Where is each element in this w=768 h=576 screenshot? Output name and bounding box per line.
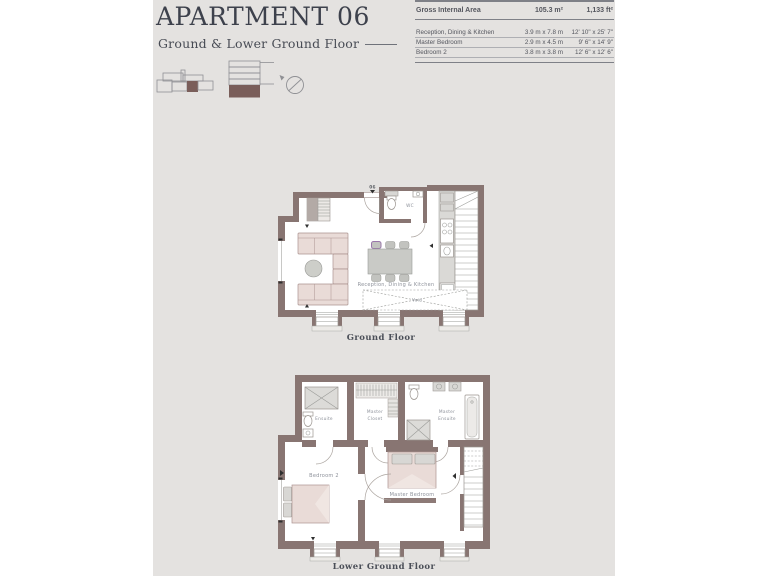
master-bedroom-label: Master Bedroom <box>389 492 435 498</box>
bay-window <box>375 549 404 561</box>
headboard <box>386 447 438 452</box>
void-area <box>363 290 467 310</box>
lower-ground-floor-caption: Lower Ground Floor <box>332 562 436 572</box>
ground-floor-caption: Ground Floor <box>346 333 416 343</box>
table-row <box>415 48 614 58</box>
area-table-bottom-rule <box>415 58 614 63</box>
wardrobe <box>307 198 330 221</box>
staircase <box>464 447 483 527</box>
cistern <box>385 191 398 196</box>
table-row <box>415 38 614 48</box>
highlighted-floor <box>229 92 260 98</box>
entry-number-label: 06 <box>369 185 376 191</box>
gross-area-metric: 105.3 m² <box>534 7 563 14</box>
brochure-page <box>153 0 615 576</box>
imperial-dimensions: 12' 6" x 12' 6" <box>574 49 613 56</box>
master-ensuite-label: Ensuite <box>438 417 456 422</box>
room-label: Reception, Dining & Kitchen <box>416 29 495 36</box>
dining-set <box>368 242 412 282</box>
area-table <box>415 0 614 63</box>
pillow <box>284 487 292 501</box>
lower-ground-floor-plan <box>276 371 492 563</box>
basin <box>449 382 461 391</box>
page-subtitle <box>158 36 397 51</box>
toilet <box>304 416 312 427</box>
bay-window <box>440 549 469 561</box>
metric-dimensions: 3.9 m x 7.8 m <box>524 29 563 36</box>
table-row <box>415 28 614 38</box>
room-label: Bedroom 2 <box>416 49 447 56</box>
north-arrow <box>280 75 285 81</box>
bedroom2-label: Bedroom 2 <box>309 473 339 479</box>
master-closet-label: Master <box>366 410 384 415</box>
gross-area-imperial: 1,133 ft² <box>586 7 613 14</box>
building-footprint-icon <box>155 69 217 95</box>
highlighted-floor <box>229 85 260 92</box>
imperial-dimensions: 9' 6" x 14' 9" <box>578 39 613 46</box>
bay-window <box>439 317 469 331</box>
master-closet-label: Closet <box>367 417 383 422</box>
imperial-dimensions: 12' 10" x 25' 7" <box>571 29 613 36</box>
wc-basin <box>413 191 423 197</box>
toilet <box>388 199 396 210</box>
gross-area-label: Gross Internal Area <box>416 7 481 14</box>
toilet <box>410 389 418 400</box>
void-label: Void <box>411 298 423 304</box>
coffee-table <box>305 260 322 277</box>
compass-north-icon <box>277 71 309 97</box>
room-label: Master Bedroom <box>416 39 463 46</box>
pillow <box>284 503 292 517</box>
shelves <box>388 399 398 417</box>
basin <box>433 382 445 391</box>
highlighted-unit <box>187 81 198 92</box>
metric-dimensions: 3.8 m x 3.8 m <box>524 49 563 56</box>
building-elevation-icon <box>228 60 280 98</box>
area-table-header <box>415 0 614 20</box>
subtitle-rule <box>365 44 397 45</box>
reception-label: Reception, Dining & Kitchen <box>357 282 435 288</box>
area-table-rows <box>415 28 614 58</box>
bench <box>384 498 436 503</box>
bay-window <box>374 317 404 331</box>
pillow <box>392 454 412 464</box>
ground-floor-plan <box>276 183 486 335</box>
basin <box>303 429 313 437</box>
master-ensuite-label: Master <box>438 410 456 415</box>
wc-label: WC <box>406 204 414 209</box>
left-window <box>278 239 285 284</box>
metric-dimensions: 2.9 m x 4.5 m <box>524 39 563 46</box>
subtitle-text: Ground & Lower Ground Floor <box>158 36 360 51</box>
bay-window <box>312 317 342 331</box>
ensuite-label: Ensuite <box>315 417 333 422</box>
bay-window <box>310 549 340 561</box>
pillow <box>415 454 435 464</box>
page-title: APARTMENT 06 <box>156 2 370 31</box>
